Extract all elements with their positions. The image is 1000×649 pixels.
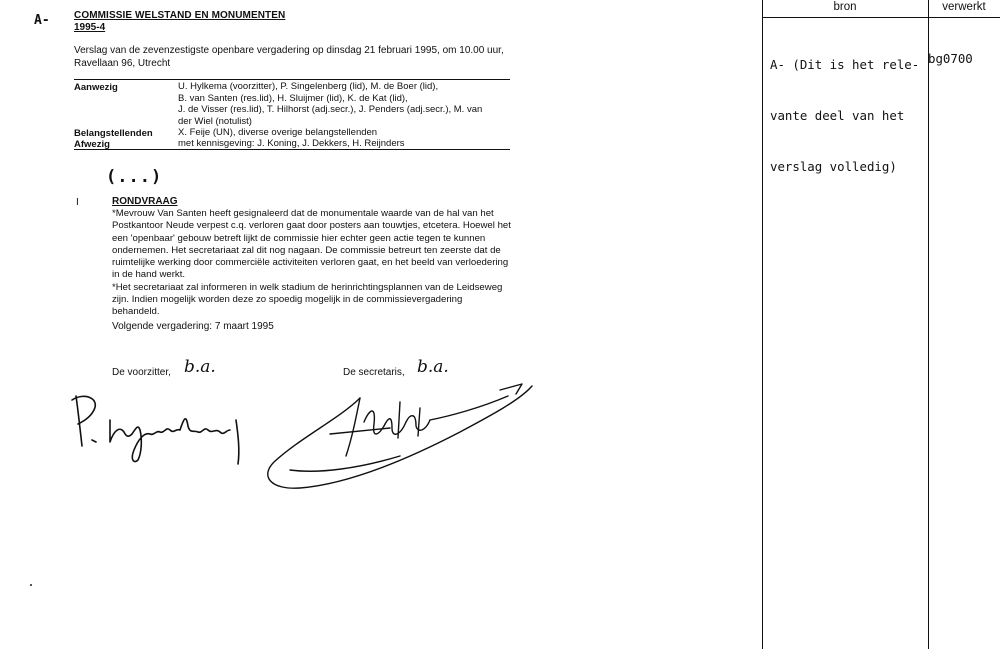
item-number: I (76, 197, 79, 208)
chair-initials: b.a. (184, 357, 216, 377)
next-meeting: Volgende vergadering: 7 maart 1995 (112, 321, 274, 332)
table-divider-left (762, 0, 763, 649)
present-line: U. Hylkema (voorzitter), P. Singelenberg (lid), M. de Boer (lid), (178, 81, 439, 92)
bron-line: vante deel van het (770, 108, 905, 123)
stakeholders-label: Belangstellenden (74, 128, 153, 139)
item-heading: RONDVRAAG (112, 196, 178, 207)
present-line: J. de Visser (res.lid), T. Hilhorst (adj.secr.), J. Penders (adj.secr.), M. van (178, 104, 483, 115)
secretary-signature (260, 378, 540, 508)
divider-bottom (74, 149, 510, 150)
item-paragraph: *Het secretariaat zal informeren in welk stadium de herinrichtingsplannen van de Leidseweg zijn. Indien mogelijk worden deze zo spoedig mogelijk in de commissievergadering behandeld. (112, 281, 503, 318)
document-intro: Verslag van de zevenzestigste openbare vergadering op dinsdag 21 februari 1995, om 10.00 uur, Ravellaan 96, Utrecht (74, 45, 504, 69)
present-line: B. van Santen (res.lid), H. Sluijmer (lid), K. de Kat (lid), (178, 92, 408, 104)
chair-signature (70, 390, 260, 470)
verwerkt-cell: bg0700 (928, 51, 973, 66)
stray-mark (30, 584, 32, 586)
table-header-rule (762, 17, 1000, 18)
present-label: Aanwezig (74, 82, 118, 93)
secretary-label: De secretaris, (343, 367, 405, 378)
present-list (178, 81, 513, 127)
bron-line: A- (Dit is het rele- (770, 57, 920, 72)
item-body (112, 208, 512, 319)
divider-top (74, 79, 510, 80)
absent-label: Afwezig (74, 139, 110, 150)
margin-marker: A- (34, 13, 50, 28)
absent-value: met kennisgeving: J. Koning, J. Dekkers, H. Reijnders (178, 138, 405, 149)
stakeholders-value: X. Feije (UN), diverse overige belangstellenden (178, 127, 378, 138)
secretary-initials: b.a. (417, 357, 449, 377)
document-number: 1995-4 (74, 22, 106, 33)
document-title: COMMISSIE WELSTAND EN MONUMENTEN (74, 10, 286, 21)
omission-marker: (...) (106, 167, 163, 187)
chair-label: De voorzitter, (112, 367, 171, 378)
column-header-verwerkt: verwerkt (942, 1, 986, 13)
bron-cell (770, 22, 930, 192)
bron-line: verslag volledig) (770, 159, 897, 174)
column-header-bron: bron (833, 1, 857, 13)
present-line: der Wiel (notulist) (178, 115, 252, 127)
item-paragraph: *Mevrouw Van Santen heeft gesignaleerd dat de monumentale waarde van de hal van het Postkantoor Neude verpest c.q. verloren gaat door posters aan touwtjes, etcetera. Hoewel het een 'openbaar' gebouw betreft lijkt de commissie hier echter geen actie tegen te kunnen ondernemen. Het secretariaat zal dit nog nagaan. De commissie betreurt ten zeerste dat de ruimtelijke werking door commerciële activiteiten verloren gaat, en het beeld van verloedering in de hand werkt. (112, 208, 511, 281)
